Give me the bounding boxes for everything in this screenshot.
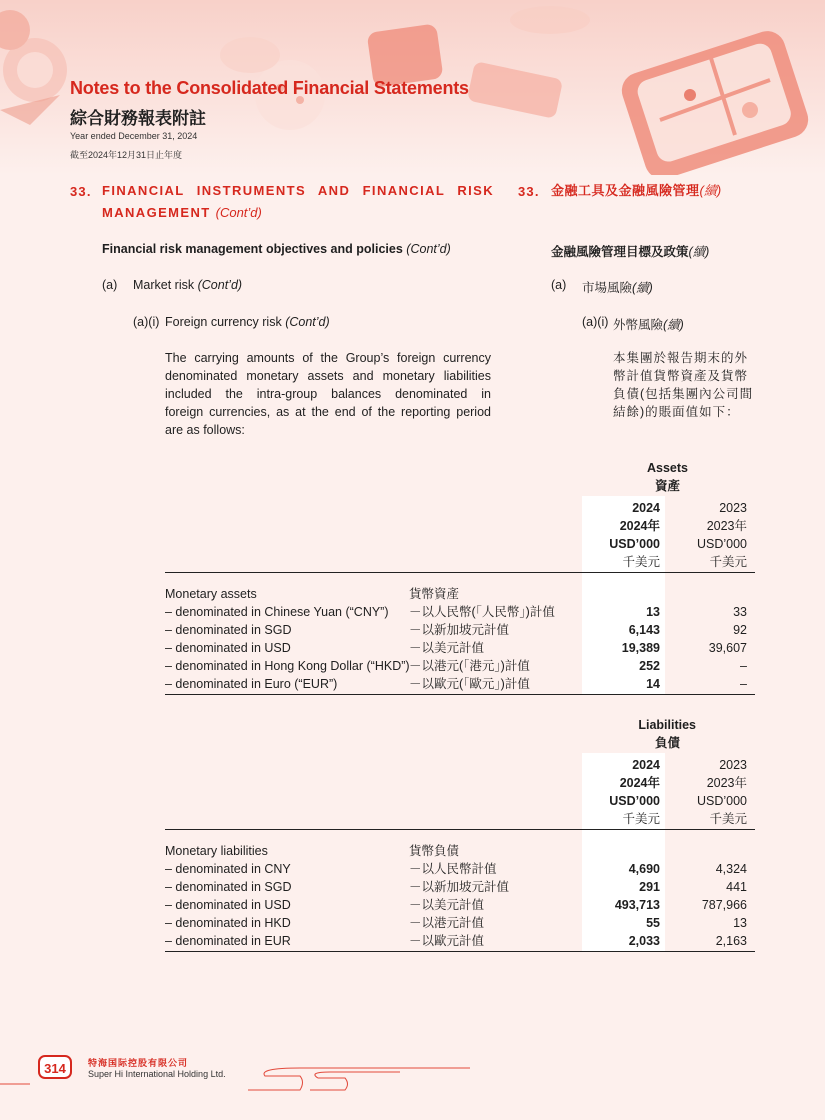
section-title-zh: 金融工具及金融風險管理(續) [551, 183, 722, 198]
col-unit-2023-zh: 千美元 [709, 555, 747, 569]
table-heading-row: Monetary assets 貨幣資產 [165, 587, 460, 601]
item-ai-label: (a)(i) [133, 315, 160, 329]
item-a-title: Market risk (Cont’d) [133, 278, 243, 292]
table-rule [165, 572, 755, 573]
table-row: – denominated in Chinese Yuan (“CNY”) －以人民幣(「人民幣」)計值 13 33 [165, 605, 747, 619]
body-paragraph [165, 349, 491, 439]
col-year-2024: 2024 [632, 501, 660, 515]
period-label: Year ended December 31, 2024 [70, 131, 198, 141]
item-a-title-zh: 市場風險(續) [582, 281, 653, 295]
company-name: Super Hi International Holding Ltd. [88, 1069, 226, 1079]
item-a-label-zh: (a) [551, 278, 567, 292]
paragraph-line-zh: 負債(包括集團內公司間 [613, 387, 754, 401]
table-row: – denominated in HKD －以港元計值 55 13 [165, 916, 747, 930]
col-unit-2024: USD’000 [609, 794, 660, 808]
section-title-line2: MANAGEMENT (Cont’d) [102, 205, 262, 220]
col-unit-2024-zh: 千美元 [622, 812, 660, 826]
page-title: Notes to the Consolidated Financial Statements [70, 78, 469, 98]
col-year-2024: 2024 [632, 758, 660, 772]
liabilities-group-label-zh: 負債 [654, 736, 680, 750]
col-unit-2024: USD’000 [609, 537, 660, 551]
item-ai-label-zh: (a)(i) [582, 315, 609, 329]
page-title-zh: 綜合財務報表附註 [70, 109, 206, 128]
paragraph-line: foreign currencies, as at the end of the reporting period [165, 405, 491, 419]
assets-group-label-zh: 資產 [654, 479, 680, 493]
assets-group-label: Assets [647, 461, 688, 475]
col-year-2024-zh: 2024年 [619, 776, 660, 790]
table-row: – denominated in Euro (“EUR”) －以歐元(「歐元」)計值 14 – [165, 677, 747, 691]
item-ai-title-zh: 外幣風險(續) [613, 318, 684, 332]
liabilities-group-label: Liabilities [638, 718, 696, 732]
col-unit-2024-zh: 千美元 [622, 555, 660, 569]
table-row: – denominated in SGD －以新加坡元計值 291 441 [165, 880, 747, 894]
paragraph-line: The carrying amounts of the Group’s foreign currency [165, 351, 491, 365]
footer-swirl-decoration [0, 1060, 480, 1100]
col-year-2023-zh: 2023年 [706, 519, 747, 533]
table-rule [165, 829, 755, 830]
table-rule [165, 694, 755, 695]
paragraph-line: are as follows: [165, 423, 245, 437]
col-year-2023-zh: 2023年 [706, 776, 747, 790]
section-title-line1: FINANCIAL INSTRUMENTS AND FINANCIAL RISK [102, 183, 494, 198]
body-paragraph-zh [613, 349, 756, 421]
company-name-zh: 特海国际控股有限公司 [88, 1058, 189, 1068]
col-year-2023: 2023 [719, 501, 747, 515]
page-number: 314 [38, 1055, 72, 1079]
paragraph-line-zh: 本集團於報告期末的外 [613, 351, 749, 365]
col-unit-2023-zh: 千美元 [709, 812, 747, 826]
table-row: – denominated in CNY －以人民幣計值 4,690 4,324 [165, 862, 747, 876]
section-number: 33. [70, 184, 92, 199]
table-heading-row: Monetary liabilities 貨幣負債 [165, 844, 460, 858]
item-ai-title: Foreign currency risk (Cont’d) [165, 315, 330, 329]
paragraph-line-zh: 幣計值貨幣資產及貨幣 [613, 369, 749, 383]
item-a-label: (a) [102, 278, 118, 292]
table-row: – denominated in USD －以美元計值 19,389 39,607 [165, 641, 747, 655]
paragraph-line: denominated monetary assets and monetary liabilities [165, 369, 491, 383]
table-row: – denominated in Hong Kong Dollar (“HKD”) －以港元(「港元」)計值 252 – [165, 659, 747, 673]
table-row: – denominated in SGD －以新加坡元計值 6,143 92 [165, 623, 747, 637]
col-unit-2023: USD’000 [696, 794, 747, 808]
col-year-2024-zh: 2024年 [619, 519, 660, 533]
col-year-2023: 2023 [719, 758, 747, 772]
period-label-zh: 截至2024年12月31日止年度 [70, 150, 183, 160]
paragraph-line: included the intra-group balances denominated in [165, 387, 491, 401]
subsection-title: Financial risk management objectives and policies (Cont’d) [102, 242, 451, 256]
subsection-title-zh: 金融風險管理目標及政策(續) [551, 245, 710, 259]
col-unit-2023: USD’000 [696, 537, 747, 551]
table-rule [165, 951, 755, 952]
paragraph-line-zh: 結餘)的賬面值如下： [613, 405, 740, 419]
table-row: – denominated in USD －以美元計值 493,713 787,966 [165, 898, 747, 912]
section-number-zh: 33. [518, 184, 540, 199]
table-row: – denominated in EUR －以歐元計值 2,033 2,163 [165, 934, 747, 948]
